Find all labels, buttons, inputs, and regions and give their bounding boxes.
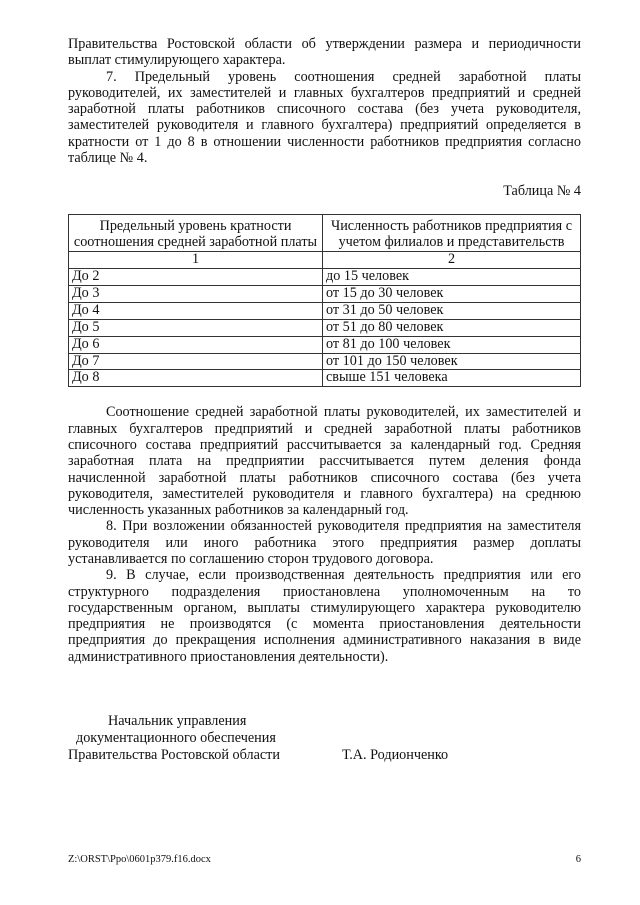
- page-number: 6: [575, 854, 581, 865]
- ratio-level-cell: До 6: [69, 336, 323, 353]
- table-row: [69, 319, 581, 336]
- paragraph-9: 9. В случае, если производственная деятельность предприятия или его структурного подразделения приостановлена уполномоченным на то государственным органом, выплаты стимулирующего характера руководителю предприятия не производятся (с момента приостановления деятельности предприятия до прекращения исполнения административного наказания в виде административного приостановления деятельности).: [68, 567, 581, 665]
- ratio-level-cell: До 7: [69, 353, 323, 370]
- table-row: [69, 285, 581, 302]
- column-number-2: 2: [323, 252, 581, 269]
- paragraph-7: 7. Предельный уровень соотношения средней заработной платы руководителей, их заместителей и главных бухгалтеров предприятий и средней заработной платы работников списочного состава (без учета руководителя, заместителей руководителя и главного бухгалтера) предприятий определяется в кратности от 1 до 8 в отношении численности работников предприятия согласно таблице № 4.: [68, 68, 581, 167]
- table-row: [69, 370, 581, 387]
- employee-count-cell: от 15 до 30 человек: [323, 285, 581, 302]
- signatory-title-line1: Начальник управления: [108, 713, 247, 730]
- employee-count-cell: от 81 до 100 человек: [323, 336, 581, 353]
- table-header-row: [69, 214, 581, 251]
- signatory-title-line2: документационного обеспечения: [76, 730, 276, 747]
- table-row: [69, 353, 581, 370]
- ratio-level-cell: До 2: [69, 268, 323, 285]
- intro-paragraph: Правительства Ростовской области об утверждении размера и периодичности выплат стимулирующего характера.: [68, 36, 581, 69]
- employee-count-cell: от 31 до 50 человек: [323, 302, 581, 319]
- ratio-level-cell: До 8: [69, 370, 323, 387]
- table-row: [69, 302, 581, 319]
- header-col2: Численность работников предприятия с учетом филиалов и представительств: [323, 214, 581, 251]
- document-page: [68, 36, 581, 773]
- ratio-level-cell: До 5: [69, 319, 323, 336]
- table-row: [69, 336, 581, 353]
- employee-count-cell: свыше 151 человека: [323, 370, 581, 387]
- employee-count-cell: до 15 человек: [323, 268, 581, 285]
- file-path: Z:\ORST\Ppo\0601p379.f16.docx: [68, 854, 211, 865]
- signature-block: [68, 713, 581, 773]
- table-row: [69, 268, 581, 285]
- ratio-table: [68, 214, 581, 388]
- column-number-1: 1: [69, 252, 323, 269]
- header-col1: Предельный уровень кратности соотношения средней заработной платы: [69, 214, 323, 251]
- table-number-row: [69, 252, 581, 269]
- signatory-title-line3: Правительства Ростовской области: [68, 747, 280, 764]
- signatory-name: Т.А. Родионченко: [342, 747, 449, 764]
- employee-count-cell: от 101 до 150 человек: [323, 353, 581, 370]
- ratio-explanation-paragraph: Соотношение средней заработной платы руководителей, их заместителей и главных бухгалтеров предприятий и средней заработной платы работников списочного состава предприятий рассчитывается за календарный год. Средняя заработная плата на предприятии рассчитывается путем деления фонда начисленной заработной платы работников списочного состава (без учета руководителя, заместителей руководителя и главного бухгалтера) на среднюю численность указанных работников за календарный год.: [68, 404, 581, 519]
- employee-count-cell: от 51 до 80 человек: [323, 319, 581, 336]
- paragraph-8: 8. При возложении обязанностей руководителя предприятия на заместителя руководителя или иного работника этого предприятия размер доплаты устанавливается по соглашению сторон трудового договора.: [68, 518, 581, 567]
- table-title: Таблица № 4: [503, 183, 581, 200]
- page-footer: [68, 854, 581, 865]
- ratio-level-cell: До 3: [69, 285, 323, 302]
- ratio-level-cell: До 4: [69, 302, 323, 319]
